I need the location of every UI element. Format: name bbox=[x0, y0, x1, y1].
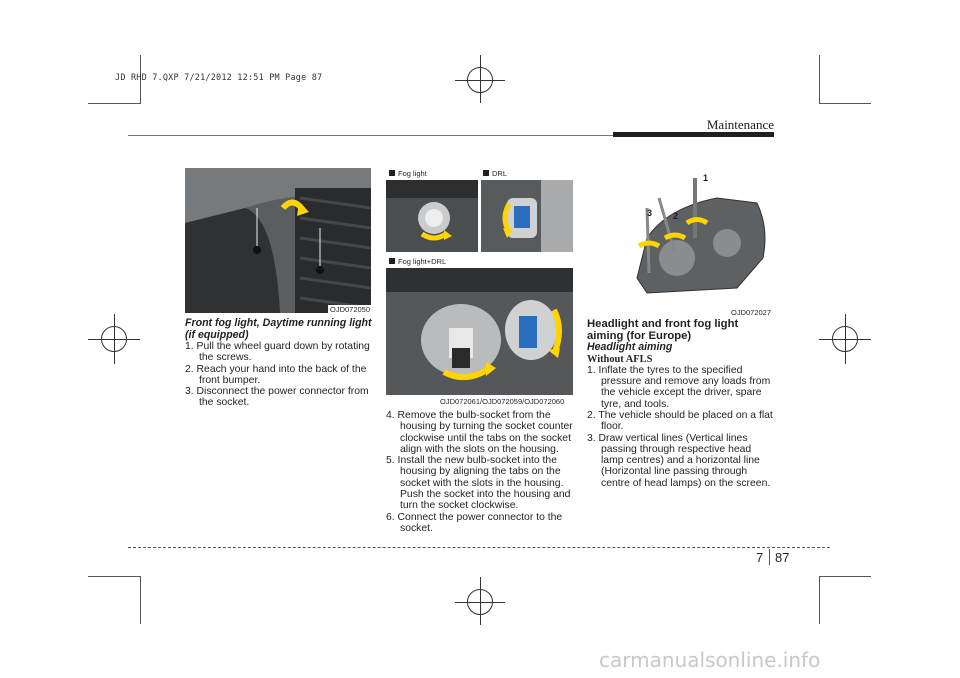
watermark: carmanualsonline.info bbox=[599, 648, 821, 672]
step-item: 1. Pull the wheel guard down by rotating the screws. bbox=[185, 341, 370, 364]
headlight-aiming-photo bbox=[587, 168, 774, 315]
fog-light-photo bbox=[386, 180, 478, 252]
headlight-illustration bbox=[587, 168, 774, 315]
section-heading: Headlight and front fog light aiming (for Europe) bbox=[587, 318, 739, 342]
crop-mark bbox=[819, 576, 820, 624]
step-item: 4. Remove the bulb-socket from the housing by turning the socket counter clockwise until the tabs on the socket align with the slots on the housing. bbox=[386, 410, 573, 455]
step-item: 1. Inflate the tyres to the specified pressure and remove any loads from the vehicle except the driver, spare tyre, and tools. bbox=[587, 364, 771, 410]
drl-illustration bbox=[481, 180, 573, 252]
image-code: OJD072061/OJD072059/OJD072060 bbox=[440, 397, 565, 406]
drl-label: DRL bbox=[483, 169, 507, 178]
section-title: Maintenance bbox=[706, 117, 774, 132]
drl-photo bbox=[481, 180, 573, 252]
step-item: 5. Install the new bulb-socket into the housing by aligning the tabs on the socket with the slots in the housing. Push the socket into the housing and turn the socket clockwise. bbox=[386, 455, 571, 512]
crop-mark bbox=[140, 576, 141, 624]
callout-2: 2 bbox=[673, 211, 679, 221]
callout-1: 1 bbox=[703, 173, 709, 183]
image-code: OJD072050 bbox=[330, 305, 371, 314]
fog-light-illustration bbox=[386, 180, 478, 252]
fog-light-drl-illustration bbox=[386, 268, 573, 395]
header-rule-thick bbox=[613, 132, 774, 137]
col2-text bbox=[386, 410, 574, 534]
crop-mark bbox=[819, 576, 871, 577]
step-list bbox=[587, 365, 775, 489]
step-item: 3. Disconnect the power connector from the socket. bbox=[185, 386, 369, 409]
print-slug: JD RHD 7.QXP 7/21/2012 12:51 PM Page 87 bbox=[115, 73, 323, 83]
step-item: 3. Draw vertical lines (Vertical lines passing through respective head lamp centres) and a horizontal line (Horizontal line passing through centre of head lamps) on the screen. bbox=[587, 432, 771, 489]
step-item: 2. Reach your hand into the back of the front bumper. bbox=[185, 363, 367, 386]
crop-mark bbox=[88, 576, 141, 577]
col1-text bbox=[185, 318, 373, 409]
page-number-separator bbox=[769, 549, 770, 565]
col3-text bbox=[587, 318, 775, 489]
image-code: OJD072027 bbox=[731, 308, 772, 317]
fog-light-drl-label: Fog light+DRL bbox=[389, 257, 446, 266]
step-item: 2. The vehicle should be placed on a flat floor. bbox=[587, 409, 773, 433]
header-rule bbox=[128, 135, 613, 136]
step-list bbox=[185, 341, 373, 409]
step-item: 6. Connect the power connector to the socket. bbox=[386, 511, 563, 534]
footer-rule bbox=[128, 547, 830, 548]
subheading: Headlight aiming bbox=[587, 341, 673, 353]
fog-light-label: Fog light bbox=[389, 169, 427, 178]
callout-3: 3 bbox=[647, 208, 653, 218]
chapter-number: 7 bbox=[756, 550, 764, 565]
fog-light-drl-photo bbox=[386, 268, 573, 395]
crop-mark bbox=[819, 103, 871, 104]
section-heading: Front fog light, Daytime running light (if equipped) bbox=[185, 317, 372, 341]
step-list bbox=[386, 410, 574, 534]
crop-mark bbox=[819, 55, 820, 103]
crop-mark bbox=[88, 103, 141, 104]
page-number: 87 bbox=[775, 550, 790, 565]
afls-label: Without AFLS bbox=[587, 353, 653, 365]
wheel-guard-illustration bbox=[185, 168, 371, 313]
wheel-guard-photo bbox=[185, 168, 371, 313]
